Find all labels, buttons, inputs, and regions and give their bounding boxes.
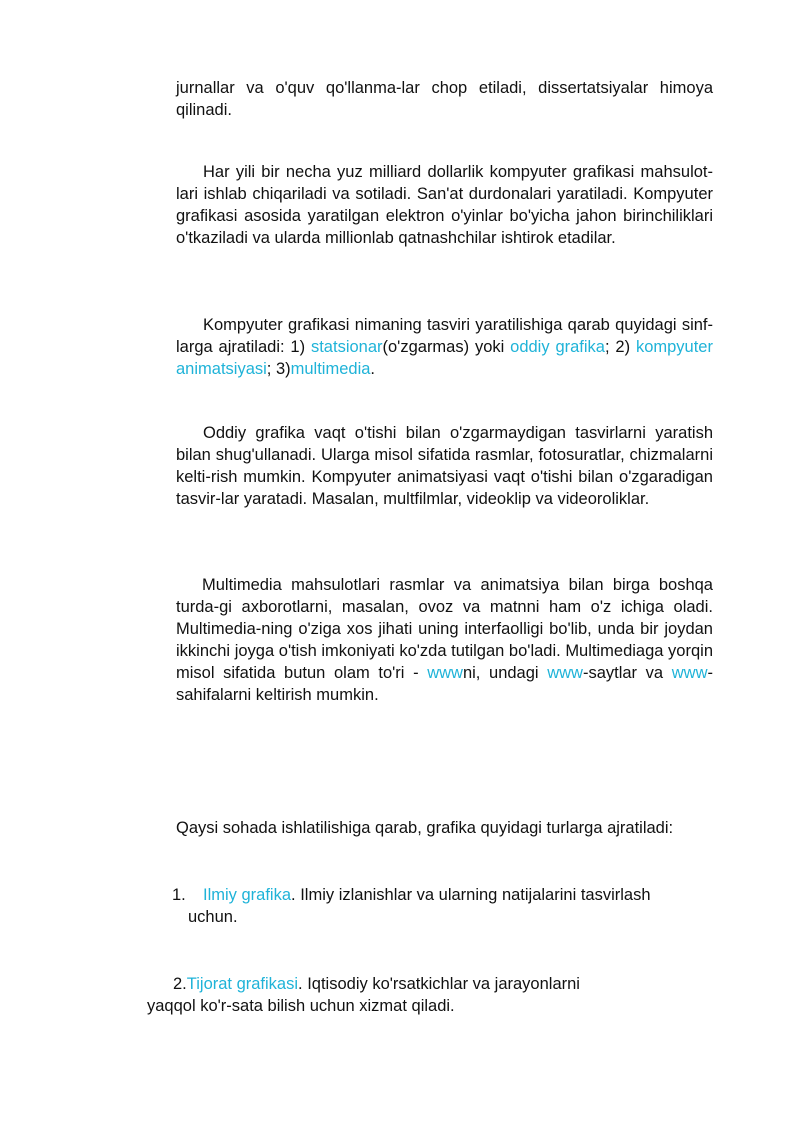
list-item-text: . Iqtisodiy ko'rsatkichlar va jarayonlarni [298, 975, 580, 993]
paragraph-multimedia [176, 574, 713, 706]
paragraph-publishing [176, 77, 713, 121]
paragraph-text: ; 2) [604, 338, 636, 356]
paragraph-text: Qaysi sohada ishlatilishiga qarab, grafika quyidagi turlarga ajratiladi: [176, 819, 674, 837]
paragraph-text: -saytlar va [582, 664, 672, 682]
paragraph-industry [176, 161, 713, 249]
list-item [172, 884, 732, 928]
paragraph-text: . [370, 360, 376, 378]
link-ilmiy-grafika[interactable]: Ilmiy grafika [203, 886, 292, 904]
paragraph-text: Har yili bir necha yuz milliard dollarlik kompyuter grafikasi mahsulot-lari ishlab chiqariladi va sotiladi. San'at durdonalari yaratiladi. Kompyuter grafikasi asosida yaratilgan elektron o'yinlar bo'yicha jahon birinchiliklari o'tkaziladi va ularda millionlab qatnashchilar ishtirok etadilar. [176, 163, 713, 247]
link-oddiy-grafika[interactable]: oddiy grafika [510, 338, 605, 356]
paragraph-types-intro [176, 817, 756, 839]
paragraph-text: Oddiy grafika vaqt o'tishi bilan o'zgarmaydigan tasvirlarni yaratish bilan shug'ullanadi. Ularga misol sifatida rasmlar, fotosuratlar, chizmalarni kelti-rish mumkin. Kompyuter animatsiyasi vaqt o'tishi bilan o'zgaradigan tasvir-lar yaratadi. Masalan, multfilmlar, videoklip va videoroliklar. [176, 424, 713, 508]
list-item-continuation: yaqqol ko'r-sata bilish uchun xizmat qiladi. [147, 997, 455, 1015]
link-statsionar[interactable]: statsionar [310, 338, 383, 356]
paragraph-text: ni, undagi [462, 664, 548, 682]
link-www[interactable]: www [547, 664, 583, 682]
paragraph-text: jurnallar va o'quv qo'llanma-lar chop etiladi, dissertatsiyalar himoya qilinadi. [176, 79, 713, 119]
list-item [147, 973, 707, 1017]
paragraph-text: Multimedia mahsulotlari rasmlar va animatsiya bilan birga boshqa turda-gi axborotlarni, masalan, ovoz va matnni ham o'z ichiga oladi. Multimedia-ning o'ziga xos jihati uning interfaolligi bo'lib, unda bir joydan ikkinchi joyga o'tish imkoniyati ko'zda tutilgan bo'ladi. Multimediaga yorqin misol sifatida butun olam to'ri - [176, 576, 713, 682]
paragraph-text: (o'zgarmas) yoki [382, 338, 511, 356]
paragraph-text: Kompyuter grafikasi nimaning tasviri yaratilishiga qarab quyidagi sinf-larga ajratiladi: 1) [176, 316, 713, 356]
link-www[interactable]: www [427, 664, 463, 682]
paragraph-text: -sahifalarni keltirish mumkin. [176, 664, 713, 704]
list-number: 2. [173, 975, 187, 993]
paragraph-text: ; 3) [266, 360, 291, 378]
list-item-first-line [147, 973, 707, 995]
link-multimedia[interactable]: multimedia [290, 360, 371, 378]
link-tijorat-grafikasi[interactable]: Tijorat grafikasi [186, 975, 299, 993]
link-kompyuter-animatsiyasi[interactable]: kompyuter animatsiyasi [176, 338, 713, 378]
list-item-continuation: uchun. [188, 908, 238, 926]
link-www[interactable]: www [671, 664, 708, 682]
list-item-text: . Ilmiy izlanishlar va ularning natijalarini tasvirlash [291, 886, 651, 904]
paragraph-classification [176, 314, 713, 380]
list-number: 1. [172, 886, 186, 904]
paragraph-simple-graphics [176, 422, 713, 510]
